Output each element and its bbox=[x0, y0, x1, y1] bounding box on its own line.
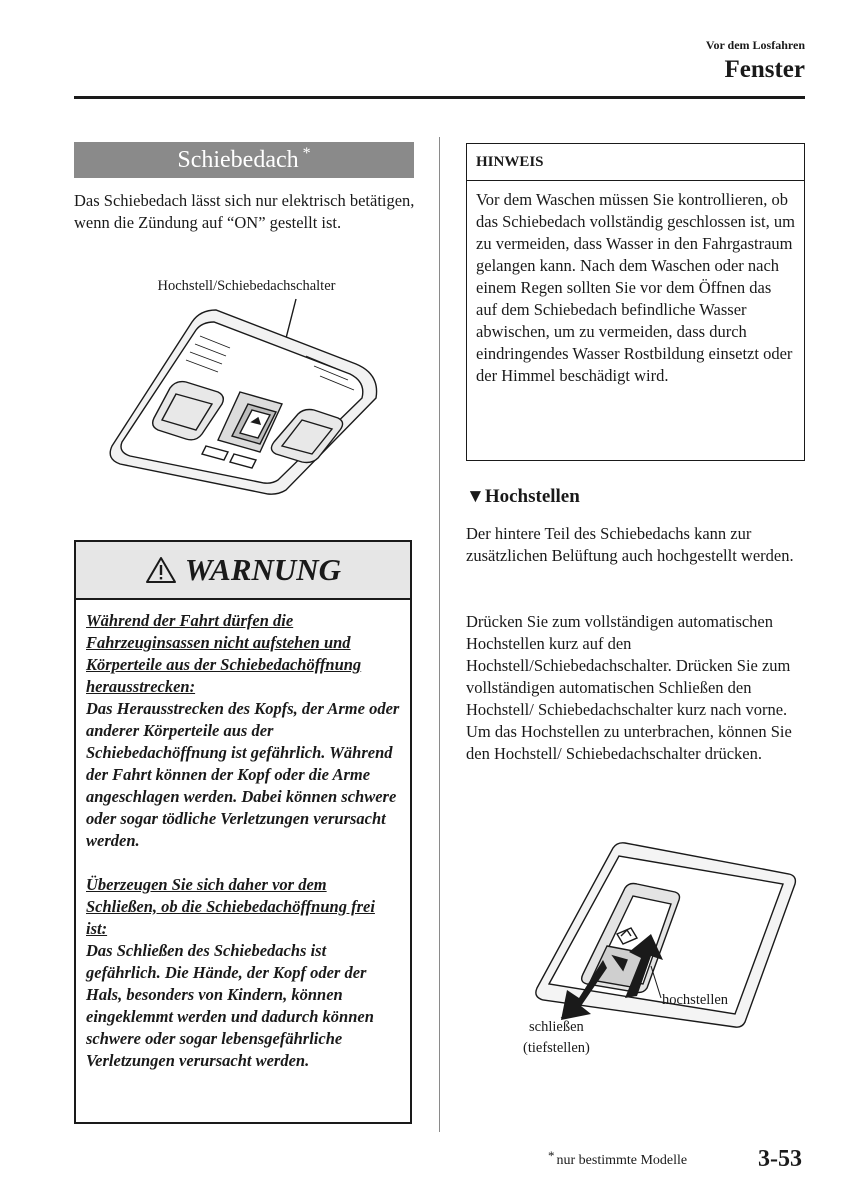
overhead-console-figure bbox=[100, 296, 400, 496]
sunroof-heading bbox=[74, 142, 414, 178]
optional-star: * bbox=[302, 145, 311, 162]
note-header: HINWEIS bbox=[467, 144, 804, 181]
warning-p2-text: Das Schließen des Schiebedachs ist gefährlich. Die Hände, der Kopf oder der Hals, besonders von Kindern, können eingeklemmt werden und dadurch können schwere oder sogar lebensgefährliche Verletzungen verursacht werden. bbox=[86, 941, 374, 1070]
warning-p1-heading: Während der Fahrt dürfen die Fahrzeuginsassen nicht aufstehen und Körperteile aus der Schiebedachöffnung herausstrecken: bbox=[86, 611, 362, 696]
sunroof-intro: Das Schiebedach lässt sich nur elektrisch betätigen, wenn die Zündung auf “ON” gestellt ist. bbox=[74, 191, 415, 232]
note-box bbox=[466, 143, 805, 461]
tilt-paragraph-2: Drücken Sie zum vollständigen automatischen Hochstellen kurz auf den Hochstell/Schiebedachschalter. Drücken Sie zum vollständigen automatischen Schließen den Hochstell/ Schiebedachschalter kurz nach vorne. Um das Hochstellen zu unterbrachen, können Sie den Hochstell/ Schiebedachschalter drücken. bbox=[466, 612, 792, 763]
warning-title: WARNUNG bbox=[184, 552, 342, 587]
chapter-title: Fenster bbox=[724, 56, 805, 83]
warning-header bbox=[76, 542, 410, 600]
label-close-sub: (tiefstellen) bbox=[523, 1040, 590, 1056]
warning-p2-heading: Überzeugen Sie sich daher vor dem Schließen, ob die Schiebedachöffnung frei ist: bbox=[86, 875, 375, 938]
page-number: 3-53 bbox=[758, 1146, 802, 1172]
footnote-text: nur bestimmte Modelle bbox=[556, 1153, 688, 1168]
tilt-heading bbox=[466, 486, 580, 508]
label-tilt-up: hochstellen bbox=[662, 992, 729, 1008]
switch-label: Hochstell/Schiebedachschalter bbox=[157, 278, 336, 294]
warning-body bbox=[76, 600, 410, 1072]
warning-triangle-icon bbox=[145, 556, 177, 584]
label-close bbox=[523, 1017, 590, 1059]
sunroof-heading-text: Schiebedach bbox=[177, 146, 299, 173]
footnote-star: * bbox=[548, 1148, 555, 1163]
tilt-heading-text: Hochstellen bbox=[484, 486, 580, 507]
tilt-paragraph-1: Der hintere Teil des Schiebedachs kann zur zusätzlichen Belüftung auch hochgestellt werden. bbox=[466, 524, 794, 565]
note-body: Vor dem Waschen müssen Sie kontrollieren, ob das Schiebedach vollständig geschlossen ist, um zu vermeiden, dass Wasser in den Fahrgastraum gelangen kann. Nach dem Waschen oder nach einem Regen sollten Sie vor dem Öffnen das auf dem Schiebedach befindliche Wasser abwischen, um zu vermeiden, dass durch eindringendes Wasser Rostbildung einsetzt oder der Himmel beschädigt wird. bbox=[476, 190, 795, 385]
warning-p1-text: Das Herausstrecken des Kopfs, der Arme oder anderer Körperteile aus der Schiebedachöffnung ist gefährlich. Während der Fahrt können der Kopf oder die Arme angeschlagen werden. Dabei können schwere oder sogar tödliche Verletzungen verursacht werden. bbox=[86, 699, 400, 850]
footnote bbox=[548, 1148, 688, 1169]
label-close-text: schließen bbox=[529, 1019, 584, 1035]
triangle-down-icon: ▼ bbox=[466, 486, 485, 507]
header-rule bbox=[74, 96, 805, 99]
column-divider bbox=[439, 137, 440, 1132]
warning-box bbox=[74, 540, 412, 1124]
section-title: Vor dem Losfahren bbox=[705, 38, 805, 52]
